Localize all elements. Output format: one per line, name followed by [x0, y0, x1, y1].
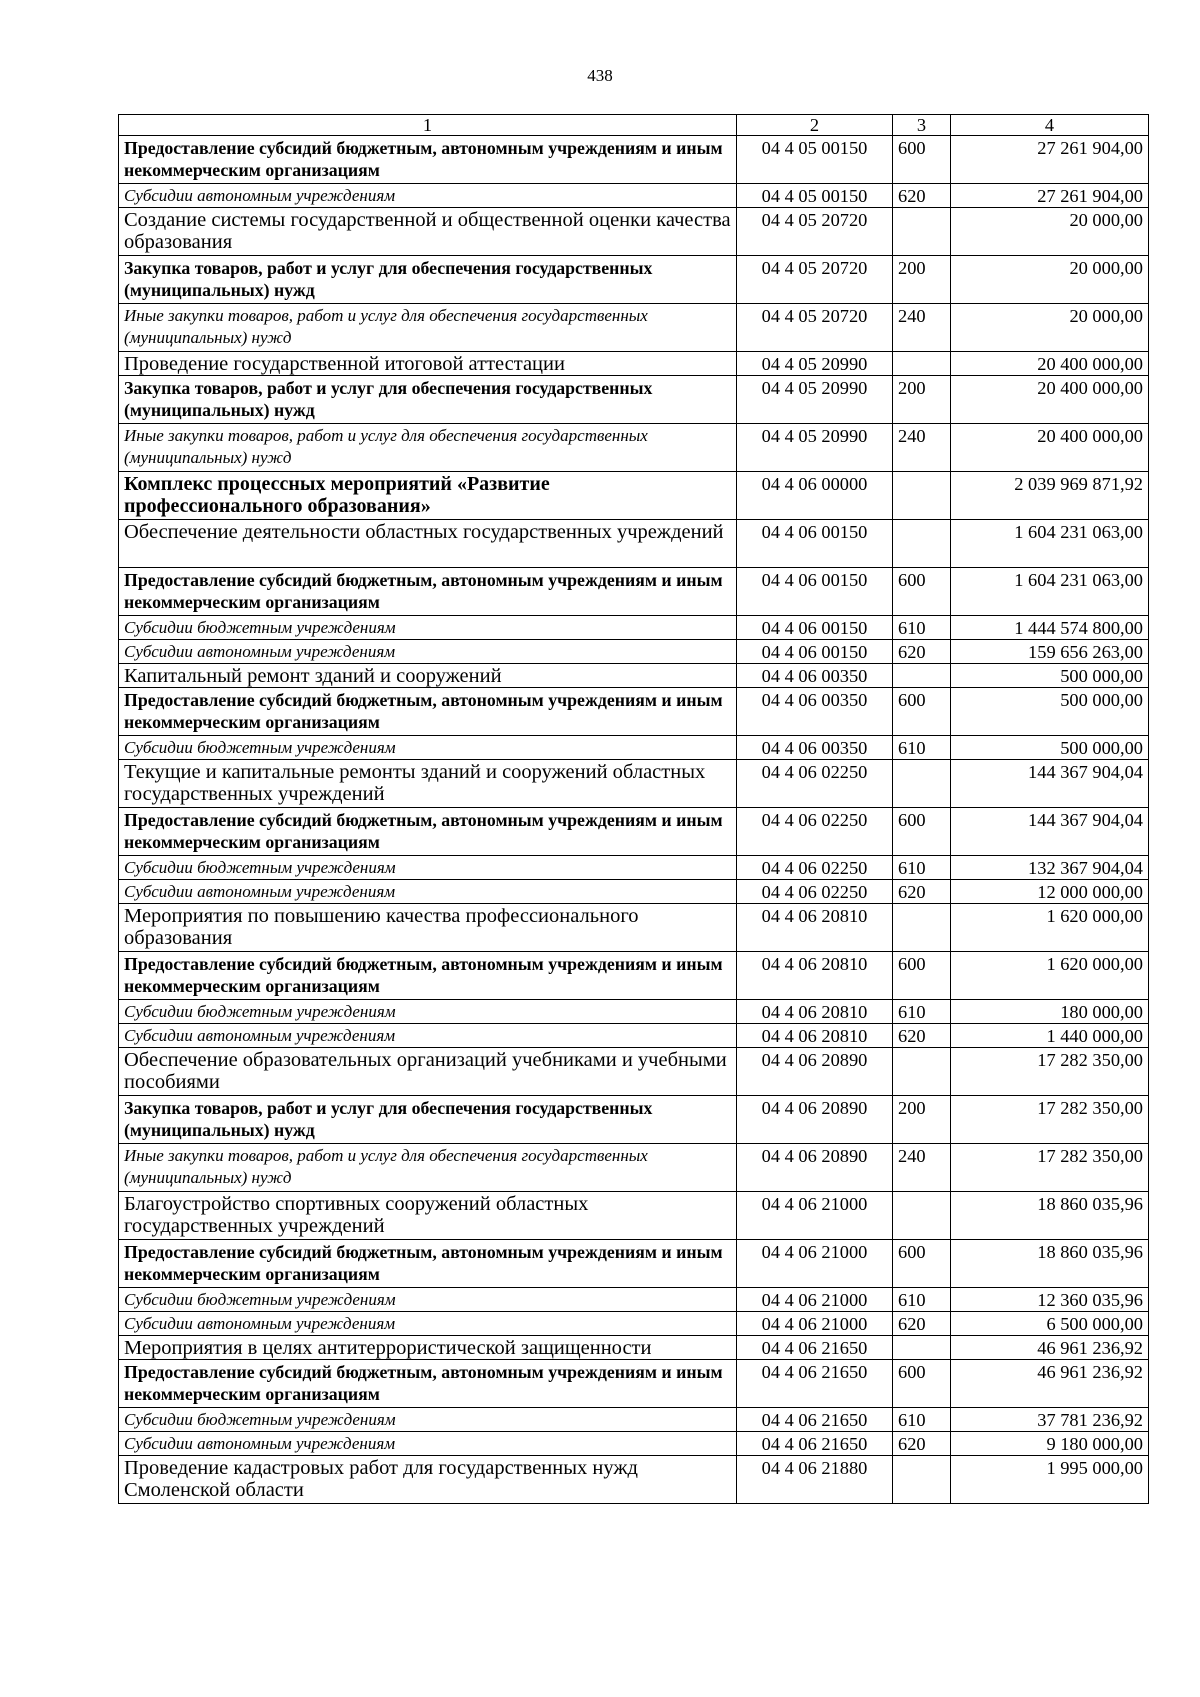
row-expense-type-cell: 240 [893, 304, 951, 352]
table-row [119, 1048, 1149, 1096]
row-sum-cell: 20 000,00 [951, 304, 1149, 352]
table-row [119, 616, 1149, 640]
page-number: 438 [587, 66, 613, 85]
row-expense-type-cell: 610 [893, 736, 951, 760]
table-row [119, 1000, 1149, 1024]
row-code-cell: 04 4 06 20890 [737, 1048, 893, 1096]
row-sum-cell: 6 500 000,00 [951, 1312, 1149, 1336]
row-sum-cell: 12 000 000,00 [951, 880, 1149, 904]
row-sum-cell: 46 961 236,92 [951, 1360, 1149, 1408]
row-name-cell: Субсидии автономным учреждениям [119, 1432, 737, 1456]
row-code-cell: 04 4 06 21880 [737, 1456, 893, 1504]
row-code-cell: 04 4 06 20810 [737, 904, 893, 952]
row-sum-cell: 500 000,00 [951, 688, 1149, 736]
table-row [119, 256, 1149, 304]
row-code-cell: 04 4 05 00150 [737, 184, 893, 208]
row-name-cell: Мероприятия в целях антитеррористической защищенности [119, 1336, 737, 1360]
row-name-cell: Предоставление субсидий бюджетным, автономным учреждениям и иным некоммерческим организациям [119, 1360, 737, 1408]
row-sum-cell: 17 282 350,00 [951, 1048, 1149, 1096]
table-row [119, 1288, 1149, 1312]
row-name-cell: Проведение кадастровых работ для государственных нужд Смоленской области [119, 1456, 737, 1504]
row-sum-cell: 37 781 236,92 [951, 1408, 1149, 1432]
row-expense-type-cell: 620 [893, 1432, 951, 1456]
row-code-cell: 04 4 05 20720 [737, 256, 893, 304]
row-code-cell: 04 4 06 02250 [737, 856, 893, 880]
row-expense-type-cell [893, 904, 951, 952]
row-name-cell: Благоустройство спортивных сооружений областных государственных учреждений [119, 1192, 737, 1240]
table-row [119, 1192, 1149, 1240]
row-code-cell: 04 4 06 00150 [737, 568, 893, 616]
row-sum-cell: 144 367 904,04 [951, 760, 1149, 808]
row-code-cell: 04 4 06 02250 [737, 760, 893, 808]
row-expense-type-cell: 600 [893, 1240, 951, 1288]
row-expense-type-cell [893, 352, 951, 376]
row-code-cell: 04 4 06 20810 [737, 1024, 893, 1048]
table-row [119, 736, 1149, 760]
row-code-cell: 04 4 06 20810 [737, 952, 893, 1000]
table-row [119, 688, 1149, 736]
row-name-cell: Субсидии бюджетным учреждениям [119, 1408, 737, 1432]
row-name-cell: Субсидии автономным учреждениям [119, 184, 737, 208]
row-sum-cell: 1 444 574 800,00 [951, 616, 1149, 640]
row-expense-type-cell: 610 [893, 616, 951, 640]
table-row [119, 1456, 1149, 1504]
row-sum-cell: 27 261 904,00 [951, 184, 1149, 208]
row-name-cell: Текущие и капитальные ремонты зданий и сооружений областных государственных учреждений [119, 760, 737, 808]
row-name-cell: Проведение государственной итоговой аттестации [119, 352, 737, 376]
row-expense-type-cell [893, 520, 951, 568]
table-row [119, 208, 1149, 256]
row-expense-type-cell [893, 760, 951, 808]
row-code-cell: 04 4 05 20720 [737, 208, 893, 256]
row-name-cell: Предоставление субсидий бюджетным, автономным учреждениям и иным некоммерческим организациям [119, 136, 737, 184]
row-code-cell: 04 4 05 20990 [737, 352, 893, 376]
row-sum-cell: 18 860 035,96 [951, 1240, 1149, 1288]
budget-table [118, 114, 1149, 1504]
row-sum-cell: 12 360 035,96 [951, 1288, 1149, 1312]
row-name-cell: Субсидии автономным учреждениям [119, 880, 737, 904]
row-code-cell: 04 4 05 00150 [737, 136, 893, 184]
row-expense-type-cell: 600 [893, 136, 951, 184]
row-sum-cell: 500 000,00 [951, 664, 1149, 688]
row-name-cell: Предоставление субсидий бюджетным, автономным учреждениям и иным некоммерческим организациям [119, 688, 737, 736]
row-code-cell: 04 4 06 00350 [737, 664, 893, 688]
row-code-cell: 04 4 06 21000 [737, 1312, 893, 1336]
row-name-cell: Капитальный ремонт зданий и сооружений [119, 664, 737, 688]
row-expense-type-cell: 240 [893, 424, 951, 472]
row-expense-type-cell: 620 [893, 640, 951, 664]
row-expense-type-cell: 600 [893, 1360, 951, 1408]
row-name-cell: Субсидии автономным учреждениям [119, 1024, 737, 1048]
row-code-cell: 04 4 06 00150 [737, 616, 893, 640]
row-name-cell: Предоставление субсидий бюджетным, автономным учреждениям и иным некоммерческим организациям [119, 952, 737, 1000]
row-name-cell: Закупка товаров, работ и услуг для обеспечения государственных (муниципальных) нужд [119, 1096, 737, 1144]
row-expense-type-cell: 600 [893, 568, 951, 616]
row-name-cell: Обеспечение деятельности областных государственных учреждений [119, 520, 737, 568]
row-sum-cell: 1 620 000,00 [951, 952, 1149, 1000]
row-name-cell: Иные закупки товаров, работ и услуг для обеспечения государственных (муниципальных) нужд [119, 424, 737, 472]
row-sum-cell: 20 400 000,00 [951, 376, 1149, 424]
row-name-cell: Закупка товаров, работ и услуг для обеспечения государственных (муниципальных) нужд [119, 256, 737, 304]
table-row [119, 952, 1149, 1000]
table-row [119, 136, 1149, 184]
row-code-cell: 04 4 06 21650 [737, 1432, 893, 1456]
row-code-cell: 04 4 06 21000 [737, 1192, 893, 1240]
row-name-cell: Субсидии бюджетным учреждениям [119, 736, 737, 760]
row-name-cell: Создание системы государственной и общественной оценки качества образования [119, 208, 737, 256]
header-cell-sum: 4 [951, 115, 1149, 136]
row-sum-cell: 20 400 000,00 [951, 424, 1149, 472]
row-expense-type-cell [893, 1336, 951, 1360]
row-code-cell: 04 4 06 20890 [737, 1144, 893, 1192]
table-row [119, 304, 1149, 352]
row-sum-cell: 46 961 236,92 [951, 1336, 1149, 1360]
table-row [119, 1096, 1149, 1144]
table-row [119, 520, 1149, 568]
row-expense-type-cell: 200 [893, 256, 951, 304]
row-expense-type-cell [893, 1456, 951, 1504]
row-code-cell: 04 4 06 20810 [737, 1000, 893, 1024]
row-expense-type-cell [893, 472, 951, 520]
row-sum-cell: 180 000,00 [951, 1000, 1149, 1024]
row-expense-type-cell: 600 [893, 808, 951, 856]
row-sum-cell: 20 000,00 [951, 208, 1149, 256]
row-expense-type-cell: 620 [893, 1312, 951, 1336]
table-row [119, 664, 1149, 688]
row-name-cell: Иные закупки товаров, работ и услуг для обеспечения государственных (муниципальных) нужд [119, 1144, 737, 1192]
table-row [119, 640, 1149, 664]
table-row [119, 1336, 1149, 1360]
table-row [119, 1408, 1149, 1432]
row-sum-cell: 1 604 231 063,00 [951, 568, 1149, 616]
table-row [119, 1144, 1149, 1192]
row-sum-cell: 2 039 969 871,92 [951, 472, 1149, 520]
row-name-cell: Комплекс процессных мероприятий «Развитие профессионального образования» [119, 472, 737, 520]
row-sum-cell: 159 656 263,00 [951, 640, 1149, 664]
row-code-cell: 04 4 06 00000 [737, 472, 893, 520]
row-name-cell: Субсидии бюджетным учреждениям [119, 616, 737, 640]
row-sum-cell: 1 995 000,00 [951, 1456, 1149, 1504]
header-cell-code: 2 [737, 115, 893, 136]
table-row [119, 1432, 1149, 1456]
row-expense-type-cell: 200 [893, 376, 951, 424]
row-name-cell: Субсидии бюджетным учреждениям [119, 1000, 737, 1024]
row-name-cell: Предоставление субсидий бюджетным, автономным учреждениям и иным некоммерческим организациям [119, 568, 737, 616]
row-expense-type-cell [893, 208, 951, 256]
table-row [119, 880, 1149, 904]
row-name-cell: Закупка товаров, работ и услуг для обеспечения государственных (муниципальных) нужд [119, 376, 737, 424]
row-code-cell: 04 4 06 21000 [737, 1240, 893, 1288]
table-row [119, 424, 1149, 472]
row-name-cell: Субсидии автономным учреждениям [119, 640, 737, 664]
row-sum-cell: 132 367 904,04 [951, 856, 1149, 880]
row-sum-cell: 144 367 904,04 [951, 808, 1149, 856]
row-expense-type-cell: 610 [893, 856, 951, 880]
row-code-cell: 04 4 06 20890 [737, 1096, 893, 1144]
row-sum-cell: 20 000,00 [951, 256, 1149, 304]
row-sum-cell: 17 282 350,00 [951, 1096, 1149, 1144]
row-name-cell: Обеспечение образовательных организаций учебниками и учебными пособиями [119, 1048, 737, 1096]
row-expense-type-cell [893, 664, 951, 688]
row-code-cell: 04 4 06 21000 [737, 1288, 893, 1312]
table-row [119, 1024, 1149, 1048]
row-sum-cell: 1 620 000,00 [951, 904, 1149, 952]
table-row [119, 808, 1149, 856]
table-row [119, 760, 1149, 808]
table-row [119, 568, 1149, 616]
table-row [119, 472, 1149, 520]
table-row [119, 376, 1149, 424]
row-expense-type-cell: 200 [893, 1096, 951, 1144]
row-expense-type-cell: 620 [893, 184, 951, 208]
row-code-cell: 04 4 06 00150 [737, 520, 893, 568]
row-code-cell: 04 4 05 20990 [737, 376, 893, 424]
row-name-cell: Иные закупки товаров, работ и услуг для обеспечения государственных (муниципальных) нужд [119, 304, 737, 352]
row-code-cell: 04 4 06 00150 [737, 640, 893, 664]
row-expense-type-cell [893, 1048, 951, 1096]
header-cell-expense-type: 3 [893, 115, 951, 136]
row-name-cell: Предоставление субсидий бюджетным, автономным учреждениям и иным некоммерческим организациям [119, 1240, 737, 1288]
row-expense-type-cell: 620 [893, 880, 951, 904]
table-row [119, 1360, 1149, 1408]
row-expense-type-cell: 240 [893, 1144, 951, 1192]
row-code-cell: 04 4 05 20990 [737, 424, 893, 472]
row-expense-type-cell: 610 [893, 1408, 951, 1432]
row-name-cell: Субсидии автономным учреждениям [119, 1312, 737, 1336]
row-code-cell: 04 4 06 21650 [737, 1336, 893, 1360]
row-sum-cell: 17 282 350,00 [951, 1144, 1149, 1192]
row-expense-type-cell: 610 [893, 1000, 951, 1024]
row-expense-type-cell: 600 [893, 688, 951, 736]
table-row [119, 1240, 1149, 1288]
row-expense-type-cell [893, 1192, 951, 1240]
row-sum-cell: 500 000,00 [951, 736, 1149, 760]
table-row [119, 1312, 1149, 1336]
row-sum-cell: 1 604 231 063,00 [951, 520, 1149, 568]
table-row [119, 352, 1149, 376]
row-name-cell: Субсидии бюджетным учреждениям [119, 1288, 737, 1312]
row-expense-type-cell: 600 [893, 952, 951, 1000]
row-code-cell: 04 4 06 00350 [737, 736, 893, 760]
header-cell-name: 1 [119, 115, 737, 136]
row-sum-cell: 18 860 035,96 [951, 1192, 1149, 1240]
row-name-cell: Мероприятия по повышению качества профессионального образования [119, 904, 737, 952]
row-code-cell: 04 4 06 21650 [737, 1360, 893, 1408]
row-name-cell: Субсидии бюджетным учреждениям [119, 856, 737, 880]
row-code-cell: 04 4 06 02250 [737, 808, 893, 856]
row-expense-type-cell: 610 [893, 1288, 951, 1312]
row-sum-cell: 1 440 000,00 [951, 1024, 1149, 1048]
table-row [119, 856, 1149, 880]
row-code-cell: 04 4 05 20720 [737, 304, 893, 352]
row-code-cell: 04 4 06 00350 [737, 688, 893, 736]
row-code-cell: 04 4 06 21650 [737, 1408, 893, 1432]
row-sum-cell: 27 261 904,00 [951, 136, 1149, 184]
table-row [119, 904, 1149, 952]
row-sum-cell: 20 400 000,00 [951, 352, 1149, 376]
table-header-row [119, 115, 1149, 136]
row-name-cell: Предоставление субсидий бюджетным, автономным учреждениям и иным некоммерческим организациям [119, 808, 737, 856]
row-sum-cell: 9 180 000,00 [951, 1432, 1149, 1456]
row-code-cell: 04 4 06 02250 [737, 880, 893, 904]
table-row [119, 184, 1149, 208]
row-expense-type-cell: 620 [893, 1024, 951, 1048]
